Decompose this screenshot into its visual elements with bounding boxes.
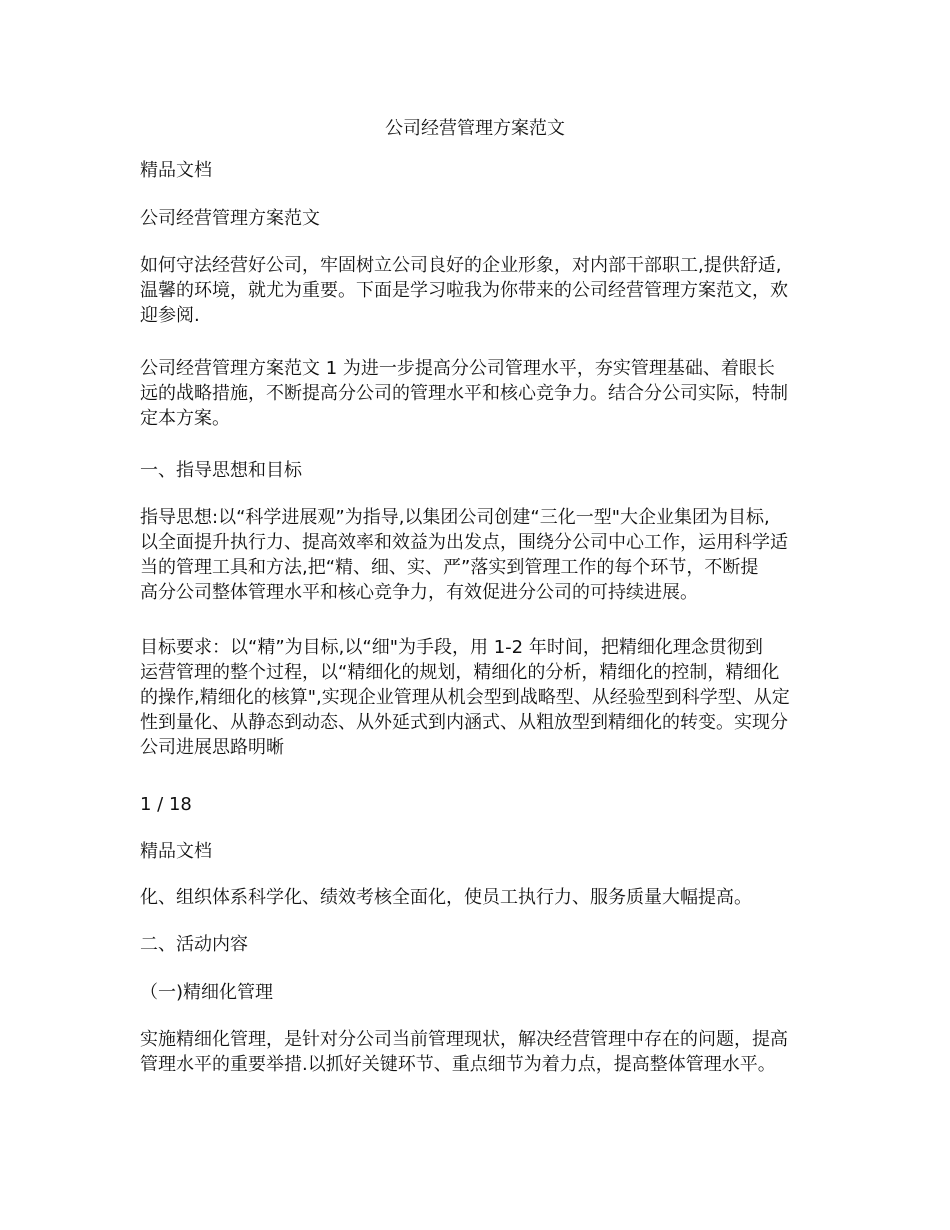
text-line: 温馨的环境，就尤为重要。下面是学习啦我为你带来的公司经营管理方案范文，欢	[140, 280, 788, 301]
body-paragraph	[140, 356, 820, 431]
text-line: 运营管理的整个过程，以“精细化的规划，精细化的分析，精细化的控制，精细化	[140, 662, 780, 683]
continuation-paragraph: 化、组织体系科学化、绩效考核全面化，使员工执行力、服务质量大幅提高。	[140, 887, 752, 908]
text-line: 定本方案。	[140, 408, 230, 429]
text-line: 目标要求：以“精”为目标,以“细"为手段，用 1-2 年时间，把精细化理念贯彻到	[140, 637, 763, 658]
text-line: 以全面提升执行力、提高效率和效益为出发点，围绕分公司中心工作，运用科学适	[140, 532, 788, 553]
body-paragraph	[140, 1027, 820, 1077]
text-line: 公司进展思路明晰	[140, 737, 284, 758]
section-heading: 二、活动内容	[140, 934, 248, 955]
goals-paragraph	[140, 635, 820, 760]
page-number: 1 / 18	[140, 794, 192, 815]
text-line: 当的管理工具和方法,把“精、细、实、严”落实到管理工作的每个环节，不断提	[140, 557, 759, 578]
page-header-label: 精品文档	[140, 160, 212, 181]
text-line: 远的战略措施，不断提高分公司的管理水平和核心竞争力。结合分公司实际，特制	[140, 383, 788, 404]
text-line: 高分公司整体管理水平和核心竞争力，有效促进分公司的可持续进展。	[140, 582, 698, 603]
document-subtitle: 公司经营管理方案范文	[140, 208, 320, 229]
text-line: 实施精细化管理，是针对分公司当前管理现状，解决经营管理中存在的问题，提高	[140, 1029, 788, 1050]
text-line: 管理水平的重要举措.以抓好关键环节、重点细节为着力点，提高整体管理水平。	[140, 1054, 776, 1075]
page-header-label: 精品文档	[140, 841, 212, 862]
text-line: 如何守法经营好公司，牢固树立公司良好的企业形象，对内部干部职工,提供舒适,	[140, 255, 782, 276]
text-line: 公司经营管理方案范文 1 为进一步提高分公司管理水平，夯实管理基础、着眼长	[140, 358, 775, 379]
document-title: 公司经营管理方案范文	[385, 118, 565, 139]
text-line: 性到量化、从静态到动态、从外延式到内涵式、从粗放型到精细化的转变。实现分	[140, 712, 788, 733]
intro-paragraph	[140, 253, 820, 328]
guiding-paragraph	[140, 505, 820, 605]
section-heading: 一、指导思想和目标	[140, 460, 302, 481]
subsection-heading: （一)精细化管理	[140, 982, 274, 1003]
text-line: 迎参阅.	[140, 305, 200, 326]
text-line: 指导思想:以“科学进展观”为指导,以集团公司创建“三化一型"大企业集团为目标,	[140, 507, 770, 528]
text-line: 的操作,精细化的核算",实现企业管理从机会型到战略型、从经验型到科学型、从定	[140, 687, 790, 708]
